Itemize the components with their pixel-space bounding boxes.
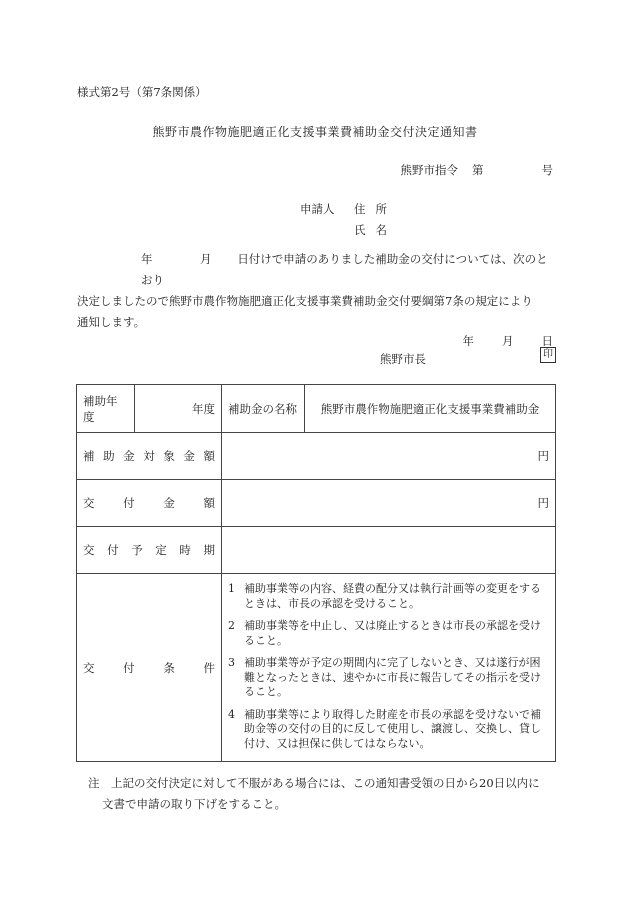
table-row xyxy=(77,574,556,762)
subsidy-name-value: 熊野市農作物施肥適正化支援事業費補助金 xyxy=(305,385,556,433)
target-amount-value: 円 xyxy=(222,433,556,480)
subsidy-table xyxy=(76,384,556,762)
reference-prefix: 熊野市指令 xyxy=(400,163,458,177)
fiscal-year-value: 年度 xyxy=(135,385,222,433)
seal-mark: 印 xyxy=(540,347,556,363)
body-year: 年 xyxy=(141,252,153,266)
conditions-value xyxy=(222,574,556,762)
applicant-label: 申請人 xyxy=(300,202,335,216)
conditions-list xyxy=(228,582,549,751)
body-line2: 決定しましたので熊野市農作物施肥適正化支援事業費補助金交付要綱第7条の規定により xyxy=(77,294,533,308)
note-line1: 上記の交付決定に対して不服がある場合には、この通知書受領の日から20日以内に xyxy=(111,776,540,790)
name-label: 氏名 xyxy=(354,223,397,237)
body-line3: 通知します。 xyxy=(77,315,146,329)
address-label: 住所 xyxy=(354,202,397,216)
fiscal-year-label: 補助年度 xyxy=(77,385,135,433)
date-year: 年 xyxy=(462,334,474,348)
date-day: 日 xyxy=(541,334,553,348)
table-row xyxy=(77,527,556,574)
date-month: 月 xyxy=(502,334,514,348)
document-title: 熊野市農作物施肥適正化支援事業費補助金交付決定通知書 xyxy=(152,125,478,139)
table-row xyxy=(77,480,556,527)
reference-gou: 号 xyxy=(541,163,553,177)
reference-dai: 第 xyxy=(472,163,484,177)
grant-amount-value: 円 xyxy=(222,480,556,527)
list-item: 3 補助事業等が予定の期間内に完了しないとき、又は遂行が困難となったときは、速やかに市長に報告してその指示を受けること。 xyxy=(228,656,541,698)
list-item: 1 補助事業等の内容、経費の配分又は執行計画等の変更をするときは、市長の承認を受けること。 xyxy=(228,582,541,610)
conditions-label: 交 付 条 件 xyxy=(77,574,222,762)
subsidy-name-label: 補助金の名称 xyxy=(222,385,305,433)
body-line1: 日付けで申請のありました補助金の交付については、次のとおり xyxy=(141,252,548,287)
applicant-block xyxy=(300,199,397,241)
schedule-label: 交 付 予 定 時 期 xyxy=(77,527,222,574)
list-item: 2 補助事業等を中止し、又は廃止するときは市長の承認を受けること。 xyxy=(228,619,541,647)
body-paragraph xyxy=(77,249,554,333)
reference-number xyxy=(401,162,554,178)
issue-date xyxy=(435,333,554,349)
mayor-title: 熊野市長 xyxy=(380,352,426,366)
schedule-value xyxy=(222,527,556,574)
form-number: 様式第2号（第7条関係） xyxy=(77,85,207,99)
table-row xyxy=(77,385,556,433)
target-amount-label: 補 助 金 対 象 金 額 xyxy=(77,433,222,480)
note-line2: 文書で申請の取り下げをすること。 xyxy=(102,797,286,811)
footnote xyxy=(88,773,558,815)
body-month: 月 xyxy=(200,252,212,266)
grant-amount-label: 交 付 金 額 xyxy=(77,480,222,527)
list-item: 4 補助事業等により取得した財産を市長の承認を受けないで補助金等の交付の目的に反して使用し、譲渡し、交換し、貸し付け、又は担保に供してはならない。 xyxy=(228,707,541,750)
note-label: 注 xyxy=(88,776,100,790)
table-row xyxy=(77,433,556,480)
